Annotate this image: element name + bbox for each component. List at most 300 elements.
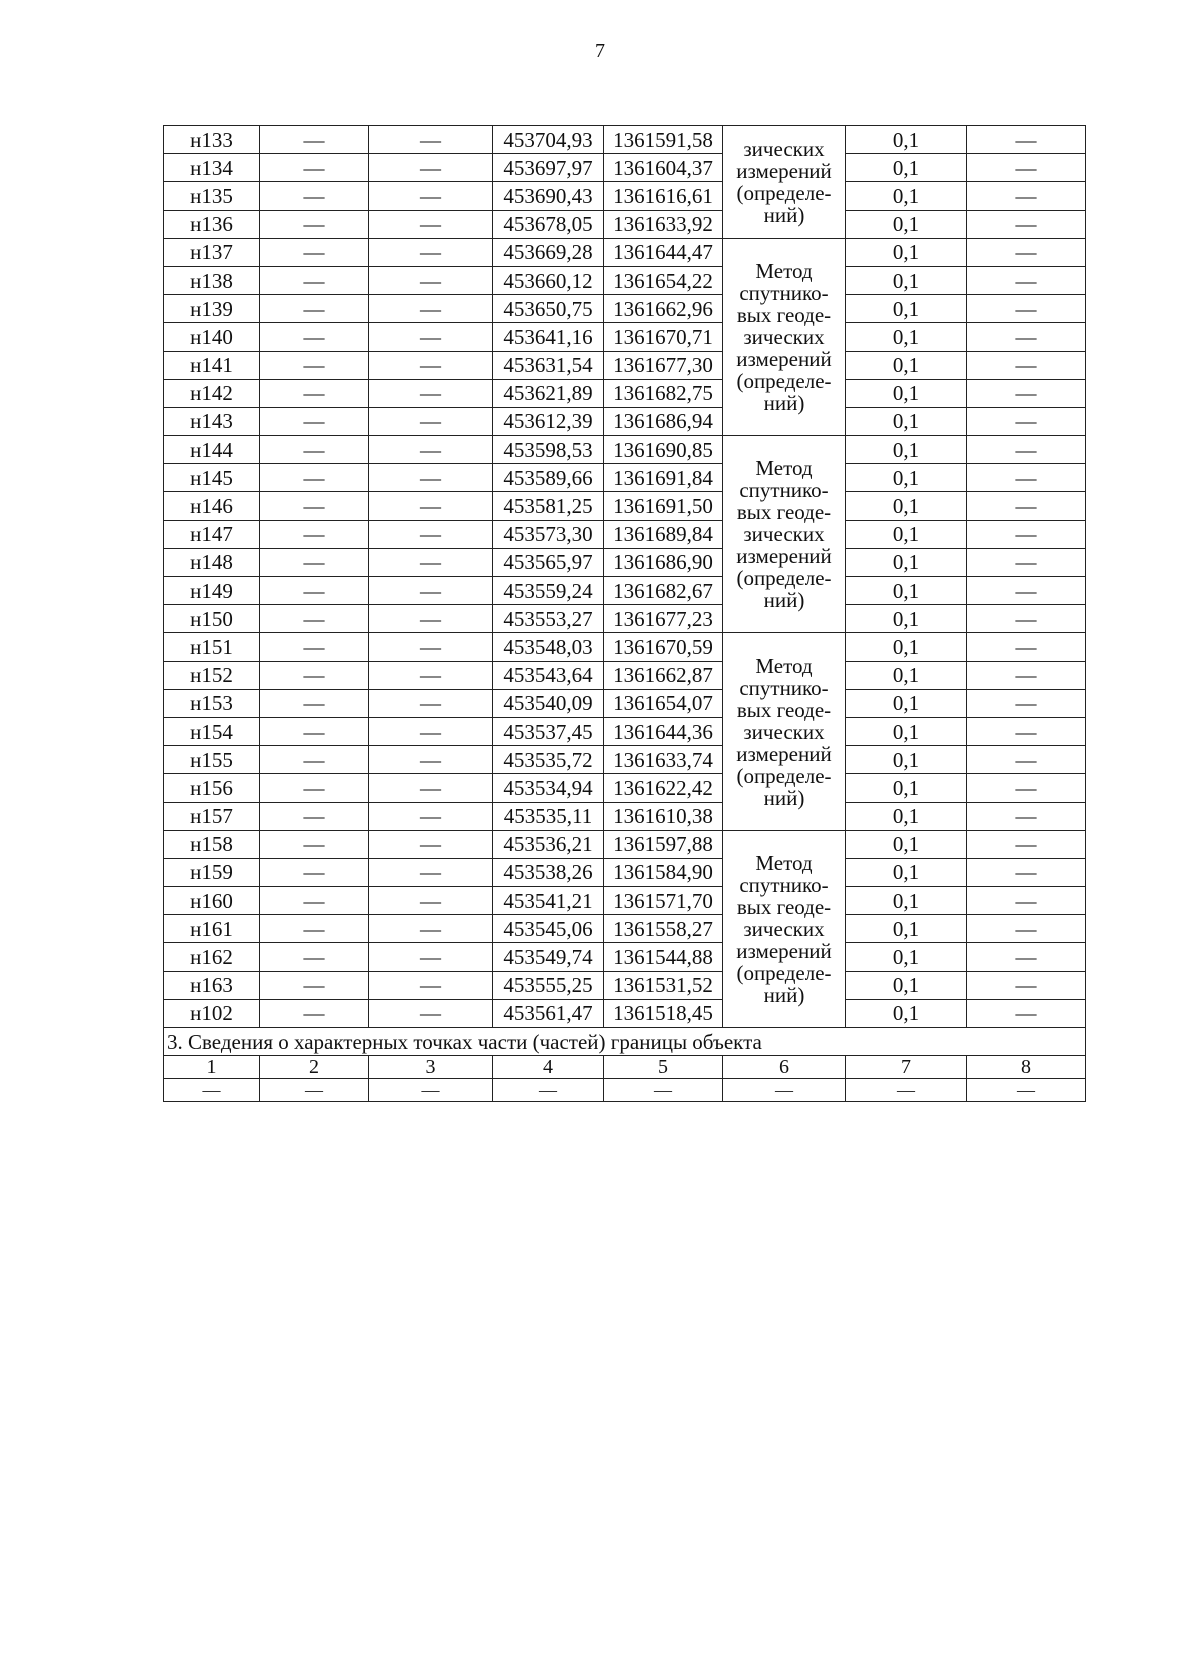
- table-row: [164, 464, 1086, 492]
- empty-dash-cell: —: [260, 520, 369, 548]
- empty-dash-cell: —: [369, 210, 493, 238]
- accuracy-cell: 0,1: [846, 577, 967, 605]
- y-coordinate-cell: 1361644,36: [604, 717, 723, 745]
- empty-dash-cell: —: [260, 323, 369, 351]
- method-line: Метод: [755, 456, 813, 481]
- empty-dash-cell: —: [369, 154, 493, 182]
- accuracy-cell: 0,1: [846, 548, 967, 576]
- column-number-cell: 1: [164, 1056, 260, 1079]
- empty-dash-cell: —: [846, 1079, 967, 1102]
- method-line: (определе-: [736, 566, 832, 591]
- point-name-cell: н143: [164, 407, 260, 435]
- y-coordinate-cell: 1361670,71: [604, 323, 723, 351]
- accuracy-cell: 0,1: [846, 717, 967, 745]
- point-name-cell: н154: [164, 717, 260, 745]
- empty-dash-cell: —: [260, 830, 369, 858]
- point-name-cell: н152: [164, 661, 260, 689]
- table-row: [164, 689, 1086, 717]
- accuracy-cell: 0,1: [846, 605, 967, 633]
- point-name-cell: н153: [164, 689, 260, 717]
- x-coordinate-cell: 453678,05: [493, 210, 604, 238]
- x-coordinate-cell: 453553,27: [493, 605, 604, 633]
- method-cell: [723, 830, 846, 1027]
- y-coordinate-cell: 1361662,87: [604, 661, 723, 689]
- y-coordinate-cell: 1361686,90: [604, 548, 723, 576]
- empty-dash-cell: —: [967, 210, 1086, 238]
- table-row: [164, 295, 1086, 323]
- method-cell: [723, 238, 846, 435]
- accuracy-cell: 0,1: [846, 323, 967, 351]
- empty-dash-cell: —: [260, 464, 369, 492]
- accuracy-cell: 0,1: [846, 492, 967, 520]
- point-name-cell: н137: [164, 238, 260, 266]
- empty-dash-cell: —: [260, 436, 369, 464]
- column-number-cell: 3: [369, 1056, 493, 1079]
- empty-dash-cell: —: [260, 126, 369, 154]
- y-coordinate-cell: 1361610,38: [604, 802, 723, 830]
- accuracy-cell: 0,1: [846, 464, 967, 492]
- empty-dash-cell: —: [260, 717, 369, 745]
- accuracy-cell: 0,1: [846, 971, 967, 999]
- empty-dash-cell: —: [369, 492, 493, 520]
- column-number-cell: 8: [967, 1056, 1086, 1079]
- point-name-cell: н135: [164, 182, 260, 210]
- empty-dash-cell: —: [369, 238, 493, 266]
- y-coordinate-cell: 1361622,42: [604, 774, 723, 802]
- y-coordinate-cell: 1361691,84: [604, 464, 723, 492]
- table-row: [164, 238, 1086, 266]
- empty-dash-cell: —: [260, 210, 369, 238]
- accuracy-cell: 0,1: [846, 830, 967, 858]
- empty-dash-cell: —: [369, 548, 493, 576]
- table-row: [164, 351, 1086, 379]
- method-line: ний): [763, 202, 805, 227]
- x-coordinate-cell: 453573,30: [493, 520, 604, 548]
- x-coordinate-cell: 453536,21: [493, 830, 604, 858]
- x-coordinate-cell: 453621,89: [493, 379, 604, 407]
- x-coordinate-cell: 453581,25: [493, 492, 604, 520]
- accuracy-cell: 0,1: [846, 915, 967, 943]
- y-coordinate-cell: 1361654,22: [604, 266, 723, 294]
- method-line: измерений: [736, 544, 832, 569]
- page-number: 7: [595, 40, 605, 62]
- method-line: зических: [743, 522, 825, 547]
- accuracy-cell: 0,1: [846, 351, 967, 379]
- y-coordinate-cell: 1361682,67: [604, 577, 723, 605]
- point-name-cell: н150: [164, 605, 260, 633]
- x-coordinate-cell: 453612,39: [493, 407, 604, 435]
- empty-dash-cell: —: [967, 520, 1086, 548]
- table-row: [164, 154, 1086, 182]
- empty-dash-cell: —: [369, 520, 493, 548]
- x-coordinate-cell: 453561,47: [493, 999, 604, 1027]
- x-coordinate-cell: 453565,97: [493, 548, 604, 576]
- y-coordinate-cell: 1361616,61: [604, 182, 723, 210]
- section-title: 3. Сведения о характерных точках части (частей) границы объекта: [164, 1028, 1086, 1056]
- x-coordinate-cell: 453545,06: [493, 915, 604, 943]
- empty-dash-cell: —: [967, 577, 1086, 605]
- table-row: [164, 182, 1086, 210]
- empty-dash-cell: —: [369, 407, 493, 435]
- table-row: [164, 379, 1086, 407]
- empty-dash-cell: —: [967, 407, 1086, 435]
- empty-dash-cell: —: [260, 999, 369, 1027]
- point-name-cell: н156: [164, 774, 260, 802]
- empty-dash-cell: —: [260, 858, 369, 886]
- method-line: спутнико-: [739, 478, 829, 503]
- empty-dash-cell: —: [967, 633, 1086, 661]
- empty-dash-cell: —: [369, 774, 493, 802]
- column-number-cell: 5: [604, 1056, 723, 1079]
- accuracy-cell: 0,1: [846, 266, 967, 294]
- empty-dash-cell: —: [260, 379, 369, 407]
- column-number-cell: 6: [723, 1056, 846, 1079]
- empty-dash-cell: —: [369, 1079, 493, 1102]
- empty-dash-cell: —: [260, 661, 369, 689]
- method-line: ний): [763, 982, 805, 1007]
- point-name-cell: н138: [164, 266, 260, 294]
- y-coordinate-cell: 1361558,27: [604, 915, 723, 943]
- table-row: [164, 605, 1086, 633]
- empty-dash-cell: —: [967, 323, 1086, 351]
- y-coordinate-cell: 1361682,75: [604, 379, 723, 407]
- x-coordinate-cell: 453669,28: [493, 238, 604, 266]
- method-line: вых геоде-: [736, 894, 832, 919]
- point-name-cell: н159: [164, 858, 260, 886]
- y-coordinate-cell: 1361597,88: [604, 830, 723, 858]
- y-coordinate-cell: 1361591,58: [604, 126, 723, 154]
- accuracy-cell: 0,1: [846, 210, 967, 238]
- empty-dash-cell: —: [369, 830, 493, 858]
- table-row: [164, 210, 1086, 238]
- accuracy-cell: 0,1: [846, 774, 967, 802]
- empty-dash-cell: —: [369, 746, 493, 774]
- x-coordinate-cell: 453690,43: [493, 182, 604, 210]
- x-coordinate-cell: 453660,12: [493, 266, 604, 294]
- table-row: [164, 633, 1086, 661]
- method-cell: [723, 633, 846, 830]
- accuracy-cell: 0,1: [846, 661, 967, 689]
- empty-dash-cell: —: [260, 915, 369, 943]
- column-number-cell: 7: [846, 1056, 967, 1079]
- empty-dash-cell: —: [967, 858, 1086, 886]
- empty-dash-cell: —: [260, 943, 369, 971]
- empty-dash-cell: —: [369, 295, 493, 323]
- table-row: [164, 661, 1086, 689]
- empty-dash-cell: —: [369, 943, 493, 971]
- accuracy-cell: 0,1: [846, 520, 967, 548]
- x-coordinate-cell: 453650,75: [493, 295, 604, 323]
- point-name-cell: н149: [164, 577, 260, 605]
- point-name-cell: н142: [164, 379, 260, 407]
- empty-dash-cell: —: [260, 548, 369, 576]
- y-coordinate-cell: 1361670,59: [604, 633, 723, 661]
- accuracy-cell: 0,1: [846, 999, 967, 1027]
- table-row: [164, 717, 1086, 745]
- y-coordinate-cell: 1361531,52: [604, 971, 723, 999]
- x-coordinate-cell: 453631,54: [493, 351, 604, 379]
- empty-dash-cell: —: [723, 1079, 846, 1102]
- point-name-cell: н148: [164, 548, 260, 576]
- point-name-cell: н155: [164, 746, 260, 774]
- empty-dash-cell: —: [260, 577, 369, 605]
- method-line: Метод: [755, 653, 813, 678]
- x-coordinate-cell: 453543,64: [493, 661, 604, 689]
- y-coordinate-cell: 1361633,74: [604, 746, 723, 774]
- empty-dash-cell: —: [604, 1079, 723, 1102]
- x-coordinate-cell: 453537,45: [493, 717, 604, 745]
- empty-row: [164, 1079, 1086, 1102]
- method-line: вых геоде-: [736, 697, 832, 722]
- empty-dash-cell: —: [967, 464, 1086, 492]
- empty-dash-cell: —: [967, 126, 1086, 154]
- empty-dash-cell: —: [369, 887, 493, 915]
- empty-dash-cell: —: [369, 182, 493, 210]
- method-line: зических: [743, 324, 825, 349]
- method-line: (определе-: [736, 763, 832, 788]
- empty-dash-cell: —: [260, 746, 369, 774]
- empty-dash-cell: —: [369, 323, 493, 351]
- empty-dash-cell: —: [967, 154, 1086, 182]
- table-row: [164, 746, 1086, 774]
- method-line: ний): [763, 390, 805, 415]
- empty-dash-cell: —: [369, 802, 493, 830]
- method-line: (определе-: [736, 180, 832, 205]
- table-row: [164, 915, 1086, 943]
- point-name-cell: н163: [164, 971, 260, 999]
- empty-dash-cell: —: [369, 858, 493, 886]
- y-coordinate-cell: 1361584,90: [604, 858, 723, 886]
- empty-dash-cell: —: [967, 436, 1086, 464]
- empty-dash-cell: —: [260, 238, 369, 266]
- column-number-cell: 2: [260, 1056, 369, 1079]
- table-row: [164, 577, 1086, 605]
- method-line: измерений: [736, 158, 832, 183]
- point-name-cell: н161: [164, 915, 260, 943]
- accuracy-cell: 0,1: [846, 887, 967, 915]
- accuracy-cell: 0,1: [846, 407, 967, 435]
- x-coordinate-cell: 453704,93: [493, 126, 604, 154]
- empty-dash-cell: —: [967, 830, 1086, 858]
- method-line: зических: [743, 916, 825, 941]
- empty-dash-cell: —: [260, 633, 369, 661]
- x-coordinate-cell: 453641,16: [493, 323, 604, 351]
- y-coordinate-cell: 1361604,37: [604, 154, 723, 182]
- accuracy-cell: 0,1: [846, 295, 967, 323]
- table-row: [164, 774, 1086, 802]
- x-coordinate-cell: 453697,97: [493, 154, 604, 182]
- empty-dash-cell: —: [967, 182, 1086, 210]
- empty-dash-cell: —: [260, 351, 369, 379]
- empty-dash-cell: —: [164, 1079, 260, 1102]
- empty-dash-cell: —: [369, 464, 493, 492]
- x-coordinate-cell: 453598,53: [493, 436, 604, 464]
- empty-dash-cell: —: [967, 802, 1086, 830]
- table-row: [164, 971, 1086, 999]
- point-name-cell: н160: [164, 887, 260, 915]
- table-row: [164, 802, 1086, 830]
- method-line: спутнико-: [739, 280, 829, 305]
- y-coordinate-cell: 1361544,88: [604, 943, 723, 971]
- empty-dash-cell: —: [967, 746, 1086, 774]
- x-coordinate-cell: 453535,72: [493, 746, 604, 774]
- x-coordinate-cell: 453541,21: [493, 887, 604, 915]
- empty-dash-cell: —: [967, 915, 1086, 943]
- method-line: зических: [743, 719, 825, 744]
- empty-dash-cell: —: [260, 407, 369, 435]
- method-line: зических: [743, 136, 825, 161]
- empty-dash-cell: —: [260, 492, 369, 520]
- point-name-cell: н140: [164, 323, 260, 351]
- empty-dash-cell: —: [493, 1079, 604, 1102]
- point-name-cell: н147: [164, 520, 260, 548]
- empty-dash-cell: —: [967, 661, 1086, 689]
- y-coordinate-cell: 1361518,45: [604, 999, 723, 1027]
- empty-dash-cell: —: [260, 689, 369, 717]
- y-coordinate-cell: 1361690,85: [604, 436, 723, 464]
- empty-dash-cell: —: [967, 379, 1086, 407]
- empty-dash-cell: —: [967, 999, 1086, 1027]
- point-name-cell: н102: [164, 999, 260, 1027]
- x-coordinate-cell: 453548,03: [493, 633, 604, 661]
- empty-dash-cell: —: [260, 802, 369, 830]
- empty-dash-cell: —: [369, 661, 493, 689]
- empty-dash-cell: —: [260, 266, 369, 294]
- method-line: спутнико-: [739, 872, 829, 897]
- empty-dash-cell: —: [260, 971, 369, 999]
- point-name-cell: н158: [164, 830, 260, 858]
- empty-dash-cell: —: [967, 295, 1086, 323]
- empty-dash-cell: —: [967, 266, 1086, 294]
- x-coordinate-cell: 453535,11: [493, 802, 604, 830]
- empty-dash-cell: —: [967, 717, 1086, 745]
- empty-dash-cell: —: [260, 295, 369, 323]
- empty-dash-cell: —: [967, 689, 1086, 717]
- method-line: измерений: [736, 346, 832, 371]
- method-cell: [723, 126, 846, 239]
- method-line: ний): [763, 588, 805, 613]
- y-coordinate-cell: 1361571,70: [604, 887, 723, 915]
- section-title-row: [164, 1028, 1086, 1056]
- point-name-cell: н139: [164, 295, 260, 323]
- method-line: (определе-: [736, 368, 832, 393]
- empty-dash-cell: —: [260, 154, 369, 182]
- accuracy-cell: 0,1: [846, 633, 967, 661]
- y-coordinate-cell: 1361677,30: [604, 351, 723, 379]
- method-line: Метод: [755, 258, 813, 283]
- empty-dash-cell: —: [967, 238, 1086, 266]
- accuracy-cell: 0,1: [846, 689, 967, 717]
- x-coordinate-cell: 453559,24: [493, 577, 604, 605]
- empty-dash-cell: —: [369, 379, 493, 407]
- table-row: [164, 436, 1086, 464]
- method-line: (определе-: [736, 960, 832, 985]
- table-row: [164, 323, 1086, 351]
- x-coordinate-cell: 453555,25: [493, 971, 604, 999]
- empty-dash-cell: —: [369, 689, 493, 717]
- column-number-row: [164, 1056, 1086, 1079]
- empty-dash-cell: —: [967, 605, 1086, 633]
- point-name-cell: н162: [164, 943, 260, 971]
- empty-dash-cell: —: [967, 1079, 1086, 1102]
- accuracy-cell: 0,1: [846, 379, 967, 407]
- empty-dash-cell: —: [369, 971, 493, 999]
- empty-dash-cell: —: [369, 577, 493, 605]
- y-coordinate-cell: 1361662,96: [604, 295, 723, 323]
- y-coordinate-cell: 1361691,50: [604, 492, 723, 520]
- y-coordinate-cell: 1361644,47: [604, 238, 723, 266]
- table-row: [164, 548, 1086, 576]
- point-name-cell: н141: [164, 351, 260, 379]
- empty-dash-cell: —: [967, 943, 1086, 971]
- method-line: измерений: [736, 741, 832, 766]
- method-line: измерений: [736, 938, 832, 963]
- method-line: вых геоде-: [736, 500, 832, 525]
- empty-dash-cell: —: [369, 351, 493, 379]
- empty-dash-cell: —: [967, 971, 1086, 999]
- x-coordinate-cell: 453589,66: [493, 464, 604, 492]
- table-row: [164, 830, 1086, 858]
- x-coordinate-cell: 453534,94: [493, 774, 604, 802]
- y-coordinate-cell: 1361677,23: [604, 605, 723, 633]
- accuracy-cell: 0,1: [846, 943, 967, 971]
- point-name-cell: н151: [164, 633, 260, 661]
- point-name-cell: н133: [164, 126, 260, 154]
- empty-dash-cell: —: [369, 605, 493, 633]
- empty-dash-cell: —: [967, 492, 1086, 520]
- empty-dash-cell: —: [260, 774, 369, 802]
- point-name-cell: н134: [164, 154, 260, 182]
- method-line: Метод: [755, 850, 813, 875]
- column-number-cell: 4: [493, 1056, 604, 1079]
- empty-dash-cell: —: [369, 436, 493, 464]
- point-name-cell: н136: [164, 210, 260, 238]
- accuracy-cell: 0,1: [846, 802, 967, 830]
- table-row: [164, 887, 1086, 915]
- table-row: [164, 858, 1086, 886]
- empty-dash-cell: —: [260, 605, 369, 633]
- accuracy-cell: 0,1: [846, 238, 967, 266]
- accuracy-cell: 0,1: [846, 126, 967, 154]
- x-coordinate-cell: 453538,26: [493, 858, 604, 886]
- accuracy-cell: 0,1: [846, 746, 967, 774]
- empty-dash-cell: —: [369, 717, 493, 745]
- accuracy-cell: 0,1: [846, 182, 967, 210]
- empty-dash-cell: —: [967, 774, 1086, 802]
- empty-dash-cell: —: [369, 915, 493, 943]
- point-name-cell: н146: [164, 492, 260, 520]
- empty-dash-cell: —: [369, 999, 493, 1027]
- method-line: вых геоде-: [736, 302, 832, 327]
- empty-dash-cell: —: [967, 887, 1086, 915]
- empty-dash-cell: —: [967, 351, 1086, 379]
- empty-dash-cell: —: [260, 1079, 369, 1102]
- table-row: [164, 492, 1086, 520]
- x-coordinate-cell: 453549,74: [493, 943, 604, 971]
- table-row: [164, 999, 1086, 1027]
- point-name-cell: н145: [164, 464, 260, 492]
- y-coordinate-cell: 1361633,92: [604, 210, 723, 238]
- y-coordinate-cell: 1361654,07: [604, 689, 723, 717]
- y-coordinate-cell: 1361689,84: [604, 520, 723, 548]
- method-cell: [723, 436, 846, 633]
- empty-dash-cell: —: [967, 548, 1086, 576]
- empty-dash-cell: —: [369, 126, 493, 154]
- table-row: [164, 266, 1086, 294]
- boundary-points-table: [163, 125, 1086, 1102]
- point-name-cell: н157: [164, 802, 260, 830]
- accuracy-cell: 0,1: [846, 858, 967, 886]
